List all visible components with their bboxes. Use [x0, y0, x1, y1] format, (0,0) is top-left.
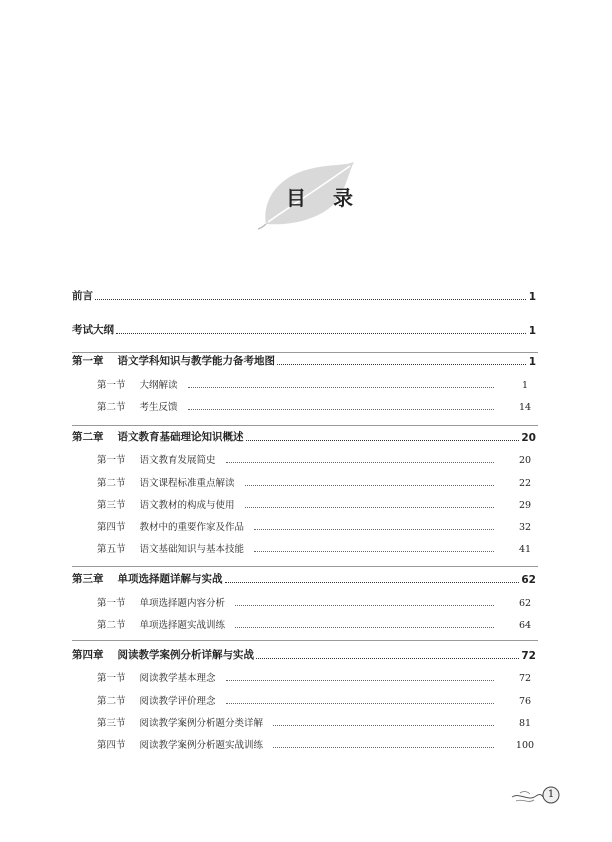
toc-page-number: 20: [521, 432, 536, 444]
dot-leader: [116, 333, 526, 334]
chapter-number: 第二章: [72, 431, 104, 443]
toc-section-row: [72, 399, 536, 413]
toc-chapter-row: [72, 648, 536, 662]
section-number: 第一节: [97, 455, 126, 466]
title-block: [258, 160, 368, 230]
page-title: 目 录: [286, 186, 363, 210]
toc-page-number: 72: [518, 673, 532, 684]
section-number: 第一节: [97, 598, 126, 609]
chapter-number: 第三章: [72, 573, 104, 585]
dot-leader: [226, 703, 494, 704]
toc-entry-title: 语文教育基础理论知识概述: [117, 431, 244, 443]
toc-entry-title: 语文课程标准重点解读: [139, 478, 235, 489]
toc-chapter-row: [72, 572, 536, 586]
toc-section-row: [72, 377, 536, 391]
toc-entry-title: 考生反馈: [139, 402, 178, 413]
toc-section-row: [72, 737, 536, 751]
section-number: 第二节: [97, 620, 126, 631]
toc-section-row: [72, 541, 536, 555]
toc-page-number: 29: [518, 500, 532, 511]
dot-leader: [235, 627, 494, 628]
page-number-badge: [510, 782, 560, 812]
chapter-divider: [72, 352, 538, 353]
toc-section-row: [72, 475, 536, 489]
toc-entry-title: 大纲解读: [139, 380, 178, 391]
toc-entry-title: 考试大纲: [72, 324, 114, 336]
chapter-divider: [72, 640, 538, 641]
toc-page-number: 20: [518, 455, 532, 466]
toc-entry-title: 阅读教学基本理念: [139, 673, 216, 684]
toc-entry-title: 阅读教学评价理念: [139, 696, 216, 707]
toc-page-number: 76: [518, 696, 532, 707]
toc-page-number: 100: [515, 740, 535, 751]
toc-section-row: [72, 519, 536, 533]
dot-leader: [226, 462, 494, 463]
dot-leader: [256, 658, 519, 659]
toc-section-row: [72, 693, 536, 707]
toc-entry-title: 单项选择题实战训练: [139, 620, 226, 631]
chapter-number: 第一章: [72, 355, 104, 367]
toc-entry-title: 语文基础知识与基本技能: [139, 544, 245, 555]
dot-leader: [246, 440, 520, 441]
dot-leader: [245, 507, 494, 508]
toc-page-number: 81: [518, 718, 532, 729]
section-number: 第二节: [97, 402, 126, 413]
toc-entry-title: 语文教材的构成与使用: [139, 500, 235, 511]
dot-leader: [188, 409, 494, 410]
dot-leader: [254, 529, 494, 530]
toc-page-number: 62: [521, 574, 536, 586]
toc-page-number: 72: [521, 650, 536, 662]
dot-leader: [225, 582, 520, 583]
page-number: 1: [547, 789, 555, 800]
dot-leader: [245, 485, 494, 486]
toc-page-number: 41: [518, 544, 532, 555]
toc-section-row: [72, 617, 536, 631]
section-number: 第一节: [97, 380, 126, 391]
dot-leader: [188, 387, 494, 388]
toc-entry-title: 阅读教学案例分析详解与实战: [117, 649, 254, 661]
dot-leader: [226, 680, 494, 681]
section-number: 第三节: [97, 500, 126, 511]
dot-leader: [273, 747, 494, 748]
section-number: 第五节: [97, 544, 126, 555]
toc-page-number: 14: [518, 402, 532, 413]
chapter-divider: [72, 425, 538, 426]
dot-leader: [95, 299, 526, 300]
toc-entry-title: 前言: [72, 290, 93, 302]
toc-section-row: [72, 715, 536, 729]
section-number: 第一节: [97, 673, 126, 684]
toc-page-number: 1: [521, 380, 529, 391]
toc-page-number: 1: [528, 356, 536, 368]
toc-section-row: [72, 670, 536, 684]
section-number: 第二节: [97, 696, 126, 707]
dot-leader: [277, 364, 526, 365]
toc-section-row: [72, 497, 536, 511]
toc-entry-title: 单项选择题内容分析: [139, 598, 226, 609]
dot-leader: [254, 551, 494, 552]
toc-chapter-row: [72, 289, 536, 303]
toc-chapter-row: [72, 354, 536, 368]
toc-page-number: 32: [518, 522, 532, 533]
toc-page-number: 22: [518, 478, 532, 489]
toc-chapter-row: [72, 430, 536, 444]
section-number: 第四节: [97, 740, 126, 751]
toc-page-number: 1: [528, 291, 536, 303]
toc-entry-title: 阅读教学案例分析题实战训练: [139, 740, 264, 751]
toc-entry-title: 教材中的重要作家及作品: [139, 522, 245, 533]
section-number: 第四节: [97, 522, 126, 533]
toc-section-row: [72, 452, 536, 466]
dot-leader: [273, 725, 494, 726]
toc-page-number: 1: [528, 325, 536, 337]
section-number: 第三节: [97, 718, 126, 729]
dot-leader: [235, 605, 494, 606]
toc-entry-title: 语文学科知识与教学能力备考地图: [117, 355, 275, 367]
toc-entry-title: 阅读教学案例分析题分类详解: [139, 718, 264, 729]
toc-section-row: [72, 595, 536, 609]
toc-entry-title: 语文教育发展简史: [139, 455, 216, 466]
toc-page-number: 62: [518, 598, 532, 609]
chapter-number: 第四章: [72, 649, 104, 661]
toc-chapter-row: [72, 323, 536, 337]
toc-page-number: 64: [518, 620, 532, 631]
section-number: 第二节: [97, 478, 126, 489]
chapter-divider: [72, 566, 538, 567]
toc-entry-title: 单项选择题详解与实战: [117, 573, 223, 585]
